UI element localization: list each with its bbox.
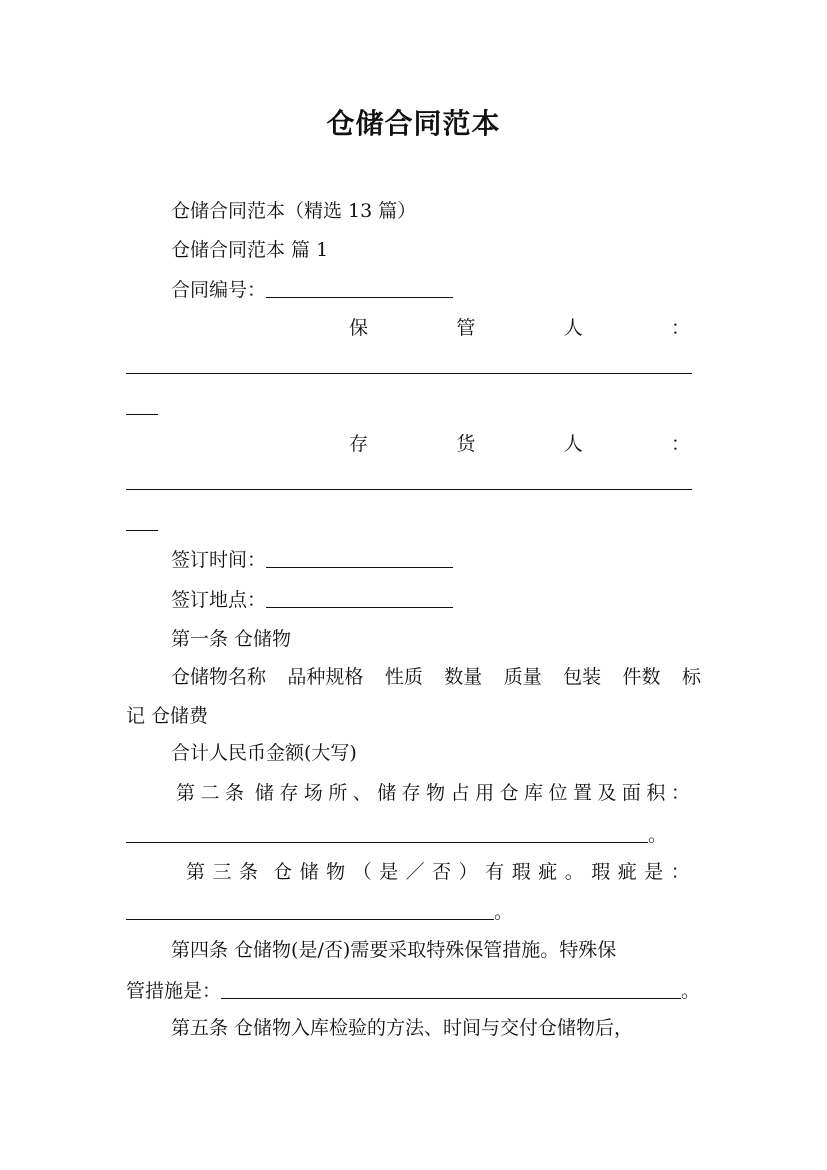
sign-time-blank[interactable] bbox=[266, 549, 453, 568]
document-subtitle: 仓储合同范本（精选 13 篇） bbox=[171, 200, 417, 222]
article-3-char: ／ bbox=[405, 861, 425, 883]
article-2-char: 占 bbox=[450, 782, 470, 804]
article-2-char: 条 bbox=[224, 782, 244, 804]
article-2-char: 储 bbox=[377, 782, 397, 804]
article-3-char: 仓 bbox=[273, 861, 293, 883]
total-amount-label: 合计人民币金额(大写) bbox=[171, 742, 357, 764]
article-4-continued bbox=[126, 979, 700, 1003]
article-2-char: 位 bbox=[548, 782, 568, 804]
article-2-char: 面 bbox=[621, 782, 641, 804]
article-5-text: 第五条 仓储物入库检验的方法、时间与交付仓储物后， bbox=[171, 1017, 634, 1039]
article-1-fields bbox=[171, 665, 701, 689]
field-name: 标 bbox=[681, 666, 701, 688]
depositor-char: 人 bbox=[563, 433, 583, 455]
article-2-char: 库 bbox=[524, 782, 544, 804]
article-3-char: ： bbox=[670, 861, 690, 883]
field-name: 性质 bbox=[384, 666, 423, 688]
article-3-char: 储 bbox=[299, 861, 319, 883]
article-2-char: 用 bbox=[475, 782, 495, 804]
article-2-blank[interactable] bbox=[126, 824, 648, 843]
field-name: 质量 bbox=[503, 666, 542, 688]
contract-number-label: 合同编号： bbox=[171, 279, 267, 301]
contract-number-row bbox=[171, 278, 453, 302]
article-3-char: 疵 bbox=[617, 861, 637, 883]
article-3-char: 三 bbox=[212, 861, 232, 883]
custodian-char: 保 bbox=[349, 317, 369, 339]
sign-place-row bbox=[171, 588, 453, 612]
sign-time-row bbox=[171, 548, 453, 572]
custodian-char: 管 bbox=[456, 317, 476, 339]
article-3-char: 条 bbox=[239, 861, 259, 883]
article-2-char: 存 bbox=[401, 782, 421, 804]
article-3-char: 是 bbox=[379, 861, 399, 883]
depositor-blank-tail[interactable] bbox=[126, 530, 158, 531]
depositor-char: 货 bbox=[456, 433, 476, 455]
depositor-char: ： bbox=[670, 433, 690, 455]
article-2-text bbox=[176, 781, 690, 805]
article-3-char: 。 bbox=[564, 861, 584, 883]
custodian-char: 人 bbox=[563, 317, 583, 339]
article-3-char: 物 bbox=[326, 861, 346, 883]
article-3-blank-row bbox=[126, 900, 513, 924]
article-2-char: 积 bbox=[646, 782, 666, 804]
sign-time-label: 签订时间： bbox=[171, 549, 267, 571]
section-heading: 仓储合同范本 篇 1 bbox=[171, 239, 329, 261]
article-3-blank[interactable] bbox=[126, 901, 494, 920]
article-2-char: 所 bbox=[328, 782, 348, 804]
sign-place-label: 签订地点： bbox=[171, 589, 267, 611]
article-3-char: 瑕 bbox=[511, 861, 531, 883]
article-4-text: 第四条 仓储物(是/否)需要采取特殊保管措施。特殊保 bbox=[171, 939, 617, 961]
article-3-char: 疵 bbox=[538, 861, 558, 883]
article-2-blank-row bbox=[126, 823, 667, 847]
custodian-blank-tail[interactable] bbox=[126, 414, 158, 415]
article-3-end: 。 bbox=[494, 901, 514, 923]
article-2-char: 置 bbox=[572, 782, 592, 804]
article-3-char: 第 bbox=[186, 861, 206, 883]
custodian-label-row bbox=[171, 316, 690, 340]
article-2-char: 、 bbox=[352, 782, 372, 804]
article-4-label: 管措施是： bbox=[126, 980, 222, 1002]
article-3-char: 是 bbox=[644, 861, 664, 883]
field-name: 品种规格 bbox=[287, 666, 364, 688]
article-2-char: 物 bbox=[426, 782, 446, 804]
depositor-char: 存 bbox=[349, 433, 369, 455]
depositor-label-row bbox=[171, 432, 690, 456]
article-2-end: 。 bbox=[648, 824, 668, 846]
article-2-char: 二 bbox=[200, 782, 220, 804]
contract-number-blank[interactable] bbox=[266, 279, 453, 298]
document-title: 仓储合同范本 bbox=[326, 107, 501, 140]
field-name: 数量 bbox=[444, 666, 483, 688]
sign-place-blank[interactable] bbox=[266, 589, 453, 608]
article-4-end: 。 bbox=[681, 980, 701, 1002]
article-2-char: 存 bbox=[279, 782, 299, 804]
article-2-char: 场 bbox=[303, 782, 323, 804]
article-1-fields-continued: 记 仓储费 bbox=[126, 705, 209, 727]
article-3-text bbox=[186, 860, 690, 884]
article-1-title: 第一条 仓储物 bbox=[171, 628, 292, 650]
article-4-blank[interactable] bbox=[221, 980, 681, 999]
custodian-blank-line[interactable] bbox=[126, 373, 692, 374]
article-2-char: 储 bbox=[254, 782, 274, 804]
custodian-char: ： bbox=[670, 317, 690, 339]
article-3-char: 否 bbox=[432, 861, 452, 883]
article-3-char: ） bbox=[458, 861, 478, 883]
article-3-char: （ bbox=[352, 861, 372, 883]
article-3-char: 瑕 bbox=[591, 861, 611, 883]
article-2-char: 及 bbox=[597, 782, 617, 804]
article-2-char: 第 bbox=[176, 782, 196, 804]
field-name: 仓储物名称 bbox=[171, 666, 267, 688]
field-name: 件数 bbox=[622, 666, 661, 688]
depositor-blank-line[interactable] bbox=[126, 489, 692, 490]
article-2-char: ： bbox=[670, 782, 690, 804]
article-3-char: 有 bbox=[485, 861, 505, 883]
article-2-char: 仓 bbox=[499, 782, 519, 804]
field-name: 包装 bbox=[563, 666, 602, 688]
